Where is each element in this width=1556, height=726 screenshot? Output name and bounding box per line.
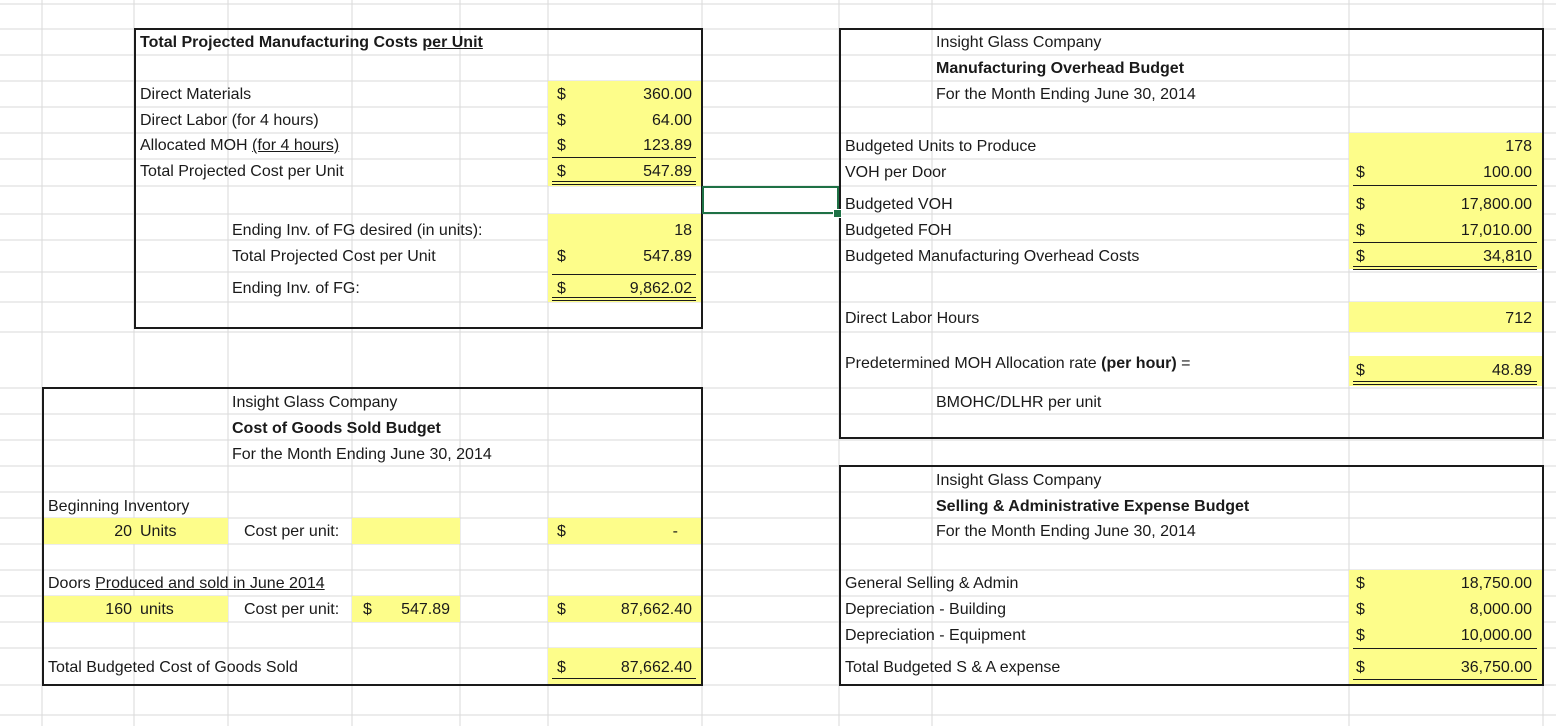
cogs-title: Cost of Goods Sold Budget (232, 420, 441, 437)
currency-ending-inv: $ (557, 280, 566, 297)
budgeted-units-value: 178 (1505, 138, 1532, 155)
unit-cost-title: Total Projected Manufacturing Costs per Unit (140, 34, 483, 51)
direct-labor-label: Direct Labor (for 4 hours) (140, 112, 319, 129)
subtotal-rule (552, 157, 696, 158)
budgeted-voh-label: Budgeted VOH (845, 196, 953, 213)
sa-total-rule (1353, 679, 1537, 680)
cogs-period: For the Month Ending June 30, 2014 (232, 446, 492, 463)
total-projected-cost-label-2: Total Projected Cost per Unit (232, 248, 436, 265)
depreciation-building-value: 8,000.00 (1469, 601, 1532, 618)
beginning-units-label: Units (140, 523, 177, 540)
sa-total-label: Total Budgeted S & A expense (845, 659, 1061, 676)
currency-dep-building: $ (1356, 601, 1365, 618)
depreciation-building-label: Depreciation - Building (845, 601, 1006, 618)
beginning-inventory-label: Beginning Inventory (48, 498, 190, 515)
foh-rule (1353, 242, 1537, 243)
moh-company: Insight Glass Company (936, 34, 1102, 51)
fill-handle[interactable] (833, 209, 842, 218)
currency-budgeted-voh: $ (1356, 196, 1365, 213)
currency-produced: $ (557, 601, 566, 618)
direct-materials-label: Direct Materials (140, 86, 252, 103)
gen-selling-admin-value: 18,750.00 (1460, 575, 1532, 592)
direct-labor-value: 64.00 (651, 112, 692, 129)
beginning-cost-per-unit-label: Cost per unit: (244, 523, 340, 540)
currency-budgeted-moh: $ (1356, 248, 1365, 265)
produced-label: Doors Produced and sold in June 2014 (48, 575, 325, 592)
dlh-label: Direct Labor Hours (845, 310, 980, 327)
rate-label: Predetermined MOH Allocation rate (per hour) = (845, 355, 1191, 372)
produced-value: 87,662.40 (620, 601, 692, 618)
total-double-rule (552, 181, 696, 185)
cogs-total-rule (552, 678, 696, 679)
currency-sa-total: $ (1356, 659, 1365, 676)
depreciation-equipment-value: 10,000.00 (1460, 627, 1532, 644)
dlh-value: 712 (1505, 310, 1532, 327)
moh-title: Manufacturing Overhead Budget (936, 60, 1185, 77)
moh-total-double-rule (1353, 266, 1537, 270)
sa-subtotal-rule (1353, 648, 1537, 649)
depreciation-equipment-label: Depreciation - Equipment (845, 627, 1026, 644)
budgeted-moh-costs-label: Budgeted Manufacturing Overhead Costs (845, 248, 1140, 265)
currency-direct-materials: $ (557, 86, 566, 103)
ending-inv-fg-value: 9,862.02 (629, 280, 692, 297)
cogs-company: Insight Glass Company (232, 394, 398, 411)
total-projected-cost-label: Total Projected Cost per Unit (140, 163, 344, 180)
allocated-moh-label: Allocated MOH (for 4 hours) (140, 137, 340, 154)
budgeted-foh-label: Budgeted FOH (845, 222, 952, 239)
gen-selling-admin-label: General Selling & Admin (845, 575, 1019, 592)
sa-title: Selling & Administrative Expense Budget (936, 498, 1250, 515)
voh-per-door-value: 100.00 (1483, 164, 1532, 181)
cogs-total-value: 87,662.40 (620, 659, 692, 676)
ending-inv-desired-value: 18 (674, 222, 692, 239)
currency-gen-selling: $ (1356, 575, 1365, 592)
total-projected-cost-value-2: 547.89 (643, 248, 692, 265)
currency-direct-labor: $ (557, 112, 566, 129)
formula-note: BMOHC/DLHR per unit (936, 394, 1102, 411)
ending-inv-rule (552, 274, 696, 275)
budgeted-units-label: Budgeted Units to Produce (845, 138, 1037, 155)
beginning-value: - (672, 523, 678, 540)
ending-inv-fg-label: Ending Inv. of FG: (232, 280, 360, 297)
voh-per-door-label: VOH per Door (845, 164, 947, 181)
currency-total-cost: $ (557, 163, 566, 180)
rate-double-rule (1353, 381, 1537, 385)
beginning-units-value: 20 (114, 523, 132, 540)
currency-produced-cost: $ (363, 601, 372, 618)
budgeted-foh-value: 17,010.00 (1460, 222, 1532, 239)
produced-cost-per-unit-value: 547.89 (401, 601, 450, 618)
budgeted-moh-costs-value: 34,810 (1483, 248, 1532, 265)
ending-inv-double-rule (552, 297, 696, 301)
currency-rate: $ (1356, 362, 1365, 379)
ending-inv-desired-label: Ending Inv. of FG desired (in units): (232, 222, 483, 239)
produced-units-label: units (140, 601, 174, 618)
direct-materials-value: 360.00 (643, 86, 692, 103)
currency-voh-per-door: $ (1356, 164, 1365, 181)
currency-beginning: $ (557, 523, 566, 540)
currency-dep-equipment: $ (1356, 627, 1365, 644)
rate-value: 48.89 (1491, 362, 1532, 379)
produced-cost-per-unit-label: Cost per unit: (244, 601, 340, 618)
selected-cell[interactable] (702, 186, 839, 214)
currency-allocated-moh: $ (557, 137, 566, 154)
sa-company: Insight Glass Company (936, 472, 1102, 489)
currency-total-cost-2: $ (557, 248, 566, 265)
currency-cogs-total: $ (557, 659, 566, 676)
cogs-total-label: Total Budgeted Cost of Goods Sold (48, 659, 298, 676)
sa-total-value: 36,750.00 (1460, 659, 1532, 676)
produced-units-value: 160 (105, 601, 132, 618)
budgeted-voh-value: 17,800.00 (1460, 196, 1532, 213)
voh-rule (1353, 185, 1537, 186)
sa-period: For the Month Ending June 30, 2014 (936, 523, 1196, 540)
total-projected-cost-value: 547.89 (643, 163, 692, 180)
moh-period: For the Month Ending June 30, 2014 (936, 86, 1196, 103)
allocated-moh-value: 123.89 (643, 137, 692, 154)
currency-budgeted-foh: $ (1356, 222, 1365, 239)
